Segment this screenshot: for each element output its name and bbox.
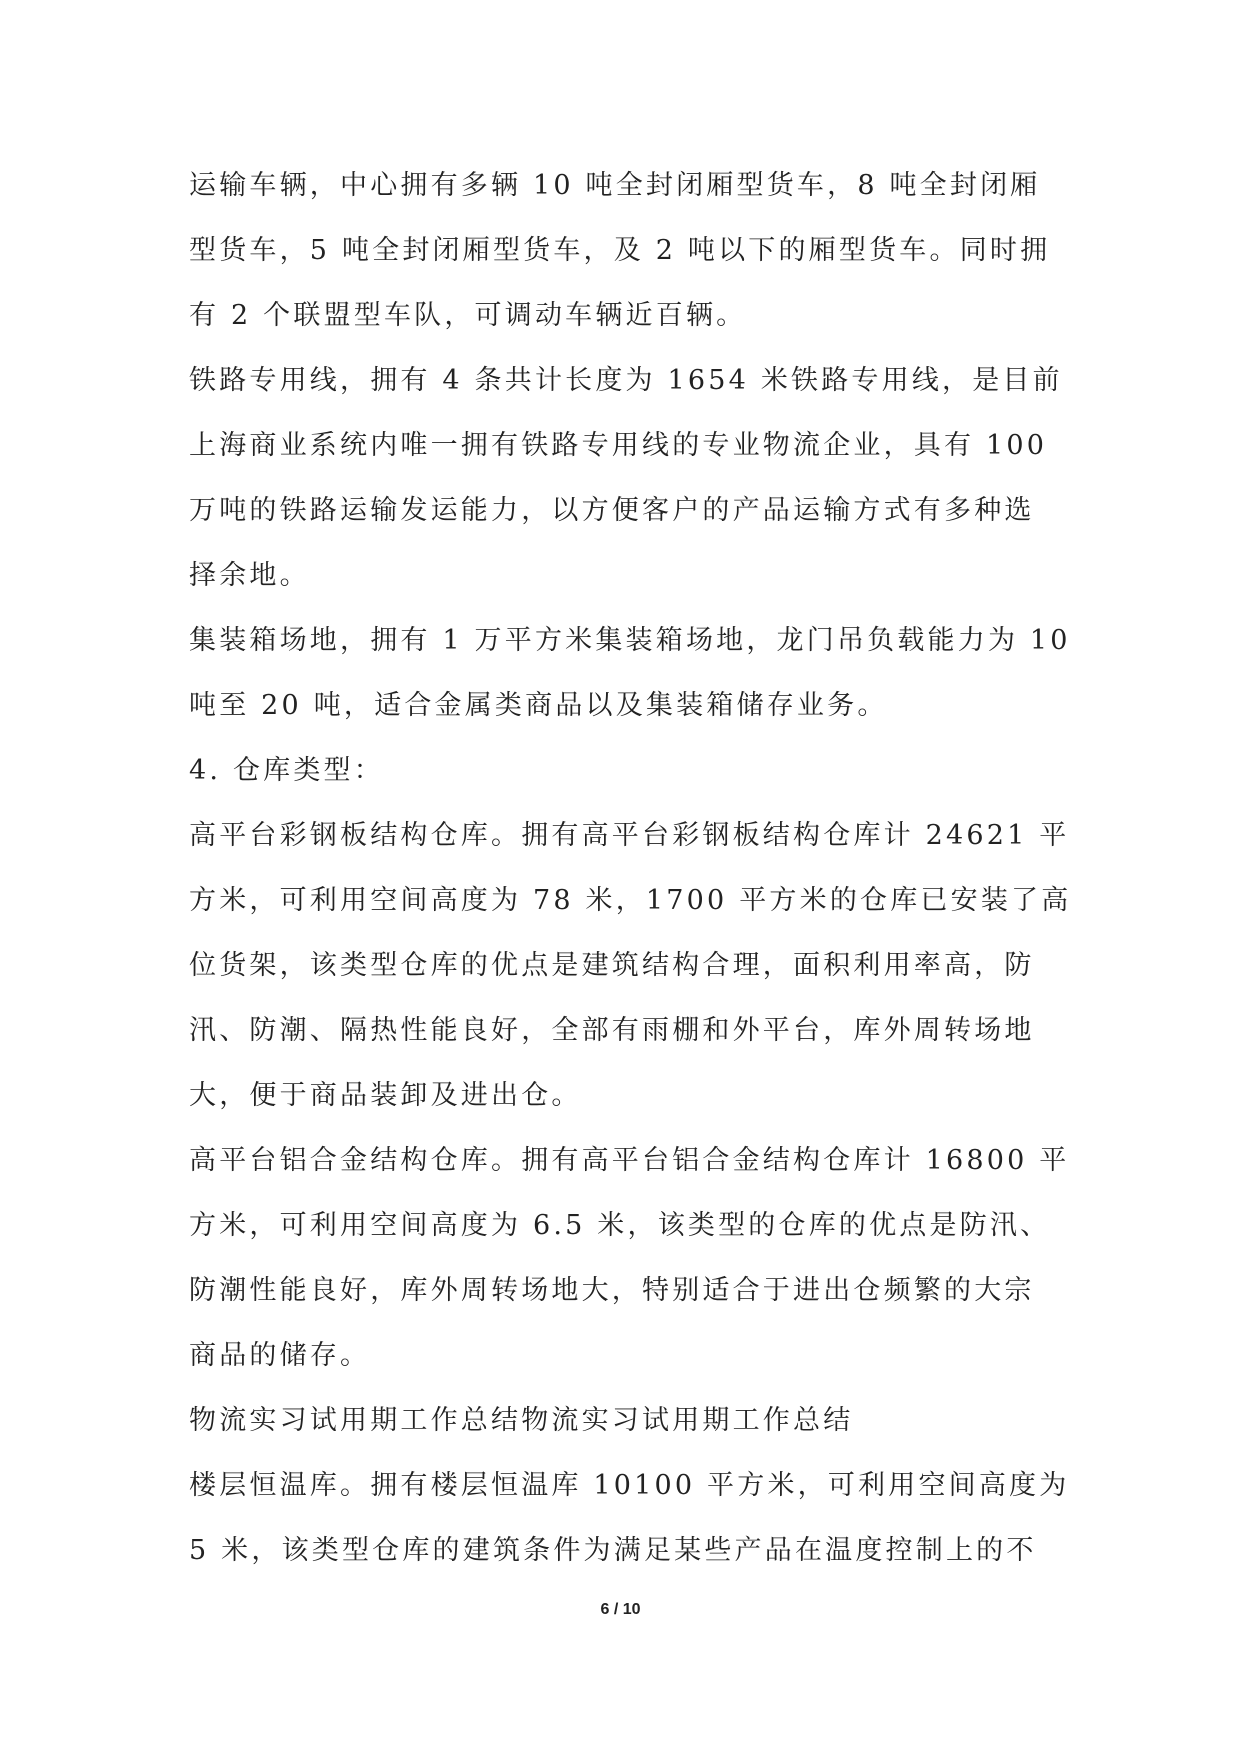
document-body [189,153,1072,1583]
text-line: 楼层恒温库。拥有楼层恒温库 10100 平方米，可利用空间高度为 [189,1470,1070,1501]
text-line: 汛、防潮、隔热性能良好，全部有雨棚和外平台，库外周转场地 [189,1015,1035,1046]
text-line: 高平台铝合金结构仓库。拥有高平台铝合金结构仓库计 16800 平 [189,1145,1070,1176]
text-line: 防潮性能良好，库外周转场地大，特别适合于进出仓频繁的大宗 [189,1275,1035,1306]
text-line: 方米，可利用空间高度为 78 米，1700 平方米的仓库已安装了高 [189,885,1072,916]
text-line: 商品的储存。 [189,1340,371,1371]
text-line: 物流实习试用期工作总结物流实习试用期工作总结 [189,1405,854,1436]
text-line: 有 2 个联盟型车队，可调动车辆近百辆。 [189,300,747,331]
text-line: 5 米，该类型仓库的建筑条件为满足某些产品在温度控制上的不 [189,1535,1037,1566]
page-number: 6 / 10 [600,1601,641,1618]
text-line: 大，便于商品装卸及进出仓。 [189,1080,582,1111]
text-line: 择余地。 [189,560,310,591]
text-line: 上海商业系统内唯一拥有铁路专用线的专业物流企业，具有 100 [189,430,1048,461]
text-line: 铁路专用线，拥有 4 条共计长度为 1654 米铁路专用线，是目前 [189,365,1063,396]
text-line: 高平台彩钢板结构仓库。拥有高平台彩钢板结构仓库计 24621 平 [189,820,1070,851]
text-line: 集装箱场地，拥有 1 万平方米集装箱场地，龙门吊负载能力为 10 [189,625,1071,656]
text-line: 吨至 20 吨，适合金属类商品以及集装箱储存业务。 [189,690,888,721]
text-line: 方米，可利用空间高度为 6.5 米，该类型的仓库的优点是防汛、 [189,1210,1051,1241]
text-line: 位货架，该类型仓库的优点是建筑结构合理，面积利用率高，防 [189,950,1035,981]
text-line: 运输车辆，中心拥有多辆 10 吨全封闭厢型货车，8 吨全封闭厢 [189,170,1041,201]
section-heading: 4. 仓库类型： [189,755,384,786]
text-line: 万吨的铁路运输发运能力，以方便客户的产品运输方式有多种选 [189,495,1035,526]
text-line: 型货车，5 吨全封闭厢型货车，及 2 吨以下的厢型货车。同时拥 [189,235,1051,266]
